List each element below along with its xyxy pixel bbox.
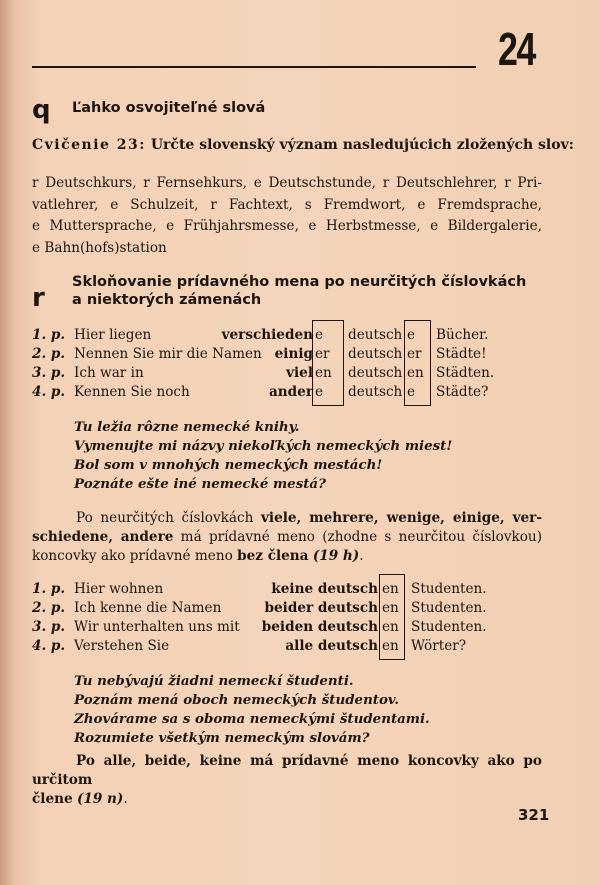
chapter-number: 24	[498, 23, 535, 75]
table-row	[32, 383, 512, 402]
row-sentence: Wir unterhalten uns mit	[74, 619, 240, 635]
section-title-r	[72, 273, 526, 309]
declension-table-2	[32, 580, 512, 656]
row-stem: einig	[274, 346, 313, 362]
row-sentence: Verstehen Sie	[74, 638, 170, 654]
row-ending: en	[382, 638, 399, 654]
translation-line: Rozumiete všetkým nemeckým slovám?	[74, 730, 370, 746]
row-ending: e	[315, 384, 324, 400]
rule-paragraph-1	[32, 509, 542, 566]
rule-line	[32, 509, 542, 528]
row-ending: e	[407, 384, 416, 400]
row-ending: er	[315, 346, 330, 362]
row-adjective: deutsch	[348, 384, 403, 400]
row-ending: er	[407, 346, 422, 362]
row-ending: en	[382, 581, 399, 597]
row-stem-text: beider deutsch	[264, 600, 378, 616]
rule-text: .	[123, 791, 128, 807]
row-number: 3. p.	[32, 619, 66, 635]
row-number: 4. p.	[32, 638, 66, 654]
declension-table-1	[32, 326, 512, 402]
row-adjective: deutsch	[348, 327, 403, 343]
word-list-line: vatlehrer, e Schulzeit, r Fachtext, s Fremdwort, e Fremdsprache,	[32, 196, 542, 213]
row-noun: Städten.	[436, 365, 495, 381]
table-row	[32, 618, 512, 637]
rule-bold-text: určitom	[32, 772, 93, 788]
exercise-word-list	[32, 173, 542, 259]
translation-line: Bol som v mnohých nemeckých mestách!	[74, 457, 383, 473]
row-number: 2. p.	[32, 600, 66, 616]
row-ending: en	[407, 365, 424, 381]
rule-line	[32, 547, 542, 566]
rule-text: má prídavné meno koncovky ako po	[241, 753, 542, 769]
row-noun: Städte!	[436, 346, 487, 362]
row-noun: Studenten.	[411, 581, 487, 597]
row-stem	[285, 637, 378, 656]
rule-reference: (19 n)	[76, 791, 124, 807]
row-noun: Städte?	[436, 384, 489, 400]
table-row	[32, 599, 512, 618]
translations-2	[74, 672, 430, 748]
row-noun: Bücher.	[436, 327, 489, 343]
table-row	[32, 345, 512, 364]
translation-line: Poznáte ešte iné nemecké mestá?	[74, 476, 326, 492]
translation-line: Zhovárame sa s oboma nemeckými študentami.	[74, 711, 430, 727]
row-stem-text: alle deutsch	[285, 638, 378, 654]
word-list-line: e Bahn(hofs)station	[32, 239, 167, 256]
row-stem: verschieden	[221, 327, 313, 343]
row-noun: Wörter?	[411, 638, 467, 654]
row-ending: en	[382, 600, 399, 616]
row-number: 3. p.	[32, 365, 66, 381]
row-number: 4. p.	[32, 384, 66, 400]
row-stem	[262, 618, 378, 637]
word-list-line: e Muttersprache, e Frühjahrsmesse, e Herbstmesse, e Bildergalerie,	[32, 218, 542, 234]
row-stem	[271, 580, 378, 599]
translation-line: Vymenujte mi názvy niekoľkých nemeckých miest!	[74, 438, 453, 454]
rule-reference: (19 h)	[312, 548, 360, 564]
rule-bold-text: člene	[32, 791, 73, 807]
rule-text: .	[359, 548, 364, 564]
row-sentence: Ich war in	[74, 365, 144, 381]
table-row	[32, 580, 512, 599]
exercise-heading	[32, 137, 574, 153]
row-sentence: Hier wohnen	[74, 581, 164, 597]
row-ending: en	[382, 619, 399, 635]
row-number: 1. p.	[32, 581, 66, 597]
translation-line: Tu ležia rôzne nemecké knihy.	[74, 419, 300, 435]
row-sentence: Ich kenne die Namen	[74, 600, 222, 616]
translation-line: Poznám mená oboch nemeckých študentov.	[74, 692, 400, 708]
row-sentence: Hier liegen	[74, 327, 152, 343]
section-letter-q: q	[32, 95, 51, 125]
rule-text: koncovky ako prídavné meno	[32, 548, 238, 564]
word-list-line: r Deutschkurs, r Fernsehkurs, e Deutschstunde, r Deutschlehrer, r Pri-	[32, 175, 542, 191]
rule-bold-text: alle, beide, keine	[103, 753, 242, 769]
row-sentence: Nennen Sie mir die Namen	[74, 346, 262, 362]
row-ending: en	[315, 365, 332, 381]
row-stem-text: keine deutsch	[271, 581, 378, 597]
row-stem-text: beiden deutsch	[261, 619, 378, 635]
translation-line: Tu nebývajú žiadni nemeckí študenti.	[74, 673, 354, 689]
rule-bold-text: bez člena	[237, 548, 309, 564]
rule-bold-text: schiedene, andere	[32, 529, 174, 545]
section-title-r-line1: Skloňovanie prídavného mena po neurčitých číslovkách	[72, 274, 527, 290]
table-row	[32, 326, 512, 345]
header-rule	[32, 66, 476, 68]
translations-1	[74, 418, 452, 494]
page-number: 321	[518, 806, 550, 824]
rule-text: Po neurčitých číslovkách	[76, 510, 261, 526]
table-row	[32, 364, 512, 383]
row-noun: Studenten.	[411, 600, 487, 616]
row-ending: e	[315, 327, 324, 343]
row-stem: ander	[268, 384, 313, 400]
row-adjective: deutsch	[348, 346, 403, 362]
section-title-q: Ľahko osvojiteľné slová	[72, 100, 266, 116]
rule-text: má prídavné meno (zhodne s neurčitou číslovkou)	[173, 529, 542, 545]
rule-line	[32, 528, 542, 547]
row-number: 1. p.	[32, 327, 66, 343]
row-stem	[265, 599, 379, 618]
rule-line	[32, 752, 542, 790]
section-letter-r: r	[32, 283, 45, 313]
table-row	[32, 637, 512, 656]
rule-line	[32, 790, 542, 809]
rule-paragraph-2	[32, 752, 542, 809]
row-adjective: deutsch	[348, 365, 403, 381]
rule-text: Po	[76, 753, 104, 769]
row-noun: Studenten.	[411, 619, 487, 635]
exercise-label: Cvičenie 23:	[32, 137, 146, 153]
section-title-r-line2: a niektorých zámenách	[72, 292, 262, 308]
rule-bold-text: viele, mehrere, wenige, einige, ver-	[261, 510, 542, 526]
exercise-instruction: Určte slovenský význam nasledujúcich zložených slov:	[150, 137, 574, 153]
row-stem: viel	[286, 365, 313, 381]
row-ending: e	[407, 327, 416, 343]
row-sentence: Kennen Sie noch	[74, 384, 190, 400]
row-number: 2. p.	[32, 346, 66, 362]
